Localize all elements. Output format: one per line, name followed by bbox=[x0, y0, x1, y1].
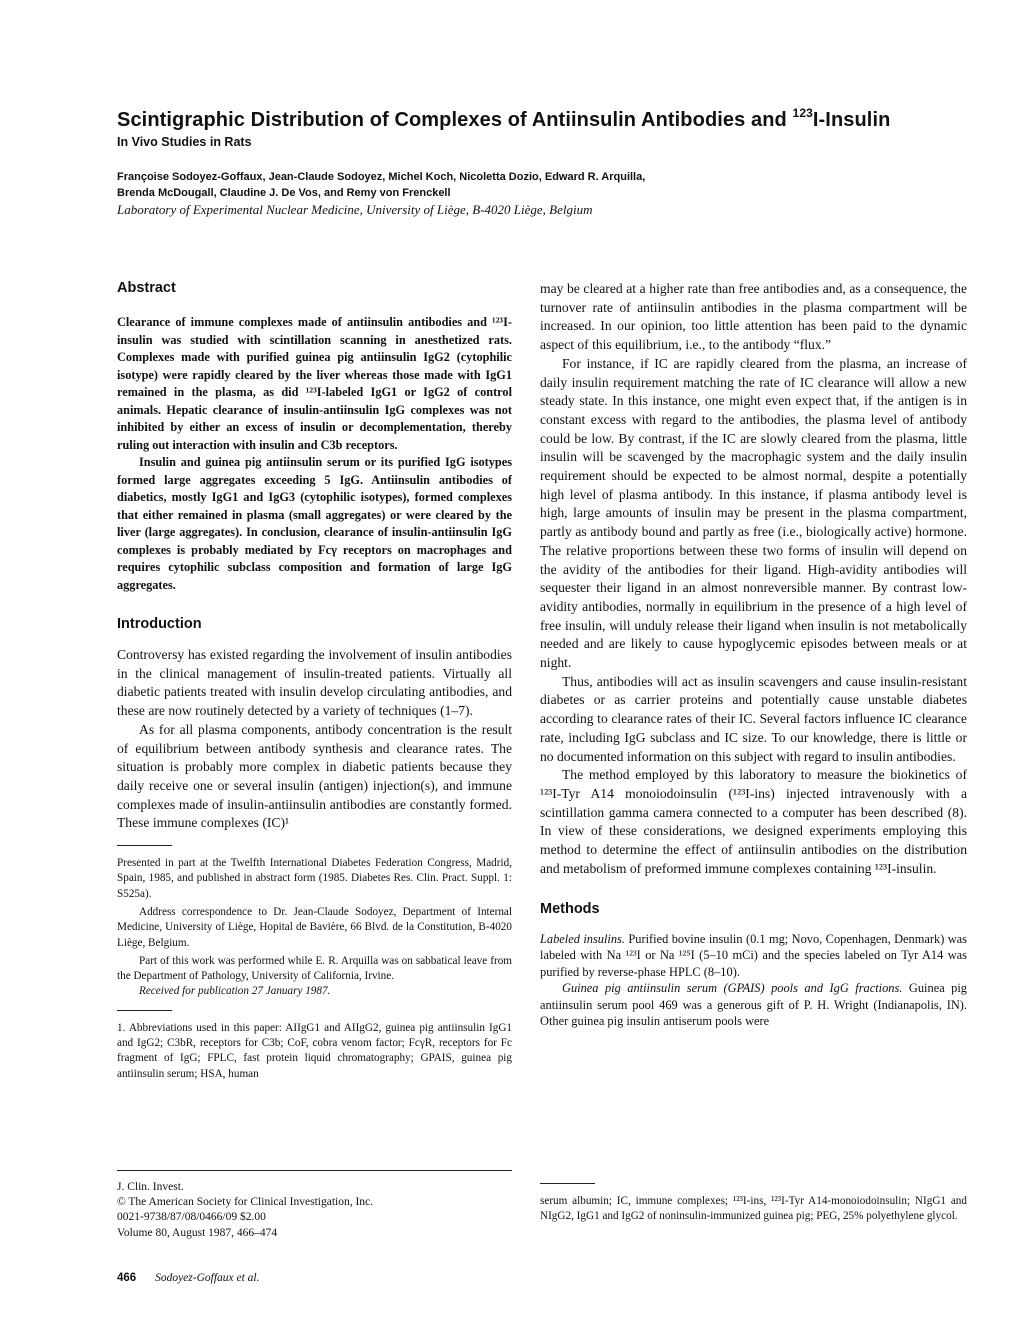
introduction-paragraph-2: As for all plasma components, antibody concentration is the result of equilibrium between antibody synthesis and clearance rates. The situation is probably more complex in diabetic patients because they daily receive one or several insulin (antigen) injection(s), and immune complexes made of insulin-antiinsulin antibodies are constantly formed. These immune complexes (IC)¹ bbox=[117, 721, 512, 831]
footnotes bbox=[117, 856, 512, 1000]
introduction-section bbox=[117, 646, 512, 833]
author-list bbox=[117, 169, 917, 201]
authors-line-2: Brenda McDougall, Claudine J. De Vos, and Remy von Frenckell bbox=[117, 187, 451, 199]
affiliation: Laboratory of Experimental Nuclear Medicine, University of Liège, B-4020 Liège, Belgium bbox=[117, 202, 593, 217]
footnote-sabbatical: Part of this work was performed while E. R. Arquilla was on sabbatical leave from the Department of Pathology, University of California, Irvine. bbox=[117, 954, 512, 983]
methods-label-2: Guinea pig antiinsulin serum (GPAIS) pools and IgG fractions. bbox=[562, 981, 903, 995]
right-footnote-rule bbox=[540, 1183, 595, 1184]
right-body bbox=[540, 280, 967, 879]
page-number: 466 bbox=[117, 1272, 137, 1284]
abstract-section bbox=[117, 314, 512, 594]
abstract-paragraph-1: Clearance of immune complexes made of antiinsulin antibodies and ¹²³I-insulin was studied with scintillation scanning in anesthetized rats. Complexes made with purified guinea pig antiinsulin IgG2 (cytophilic isotype) were rapidly cleared by the liver whereas those made with IgG1 remained in the plasma, as did ¹²³I-labeled IgG1 or IgG2 of control animals. Hepatic clearance of insulin-antiinsulin IgG complexes was not inhibited by either an excess of insulin or decomplementation, thereby ruling out interaction with insulin and C3b receptors. bbox=[117, 315, 512, 452]
article-subtitle: In Vivo Studies in Rats bbox=[117, 135, 252, 149]
journal-copyright: © The American Society for Clinical Investigation, Inc. bbox=[117, 1196, 374, 1209]
methods-text-1: Purified bovine insulin (0.1 mg; Novo, Copenhagen, Denmark) was labeled with Na ¹²³I or Na ¹²⁵I (5–10 mCi) and the species labeled on Tyr A14 was purified by reverse-phase HPLC (8–10). bbox=[540, 931, 968, 979]
methods-section bbox=[540, 931, 967, 1030]
journal-rule-wrap bbox=[117, 1170, 512, 1171]
right-column bbox=[540, 280, 967, 1030]
right-paragraph-4: The method employed by this laboratory to measure the biokinetics of ¹²³I-Tyr A14 monoiodoinsulin (¹²³I-ins) injected intravenously with a scintillation gamma camera connected to a computer has been described (8). In view of these considerations, we designed experiments employing this method to determine the effect of antiinsulin antibodies on the distribution and metabolism of preformed immune complexes containing ¹²³I-insulin. bbox=[540, 767, 967, 876]
journal-rule bbox=[117, 1170, 512, 1171]
abbreviations-right bbox=[540, 1194, 967, 1225]
methods-heading: Methods bbox=[540, 900, 600, 917]
right-paragraph-3: Thus, antibodies will act as insulin scavengers and cause insulin-resistant diabetes or as carrier proteins and potentially cause unstable diabetes according to clearance rates of their IC. Several factors influence IC clearance rate, including IgG subclass and IC size. To our knowledge, there is little or no documented information on this subject with regard to insulin antibodies. bbox=[540, 673, 967, 764]
abstract-paragraph-2: Insulin and guinea pig antiinsulin serum or its purified IgG isotypes formed large aggregates exceeding 5 IgG. Antiinsulin antibodies of diabetics, mostly IgG1 and IgG3 (cytophilic isotypes), formed complexes that either remained in plasma (small aggregates) or were cleared by the liver (large aggregates). In conclusion, clearance of insulin-antiinsulin IgG complexes is probably mediated by Fcγ receptors on macrophages and requires cytophilic subclass composition and formation of large IgG aggregates. bbox=[117, 455, 512, 592]
introduction-paragraph-1: Controversy has existed regarding the involvement of insulin antibodies in the clinical management of insulin-treated patients. Virtually all diabetic patients treated with insulin develop circulating antibodies, and these are now routinely detected by a variety of techniques (1–7). bbox=[117, 647, 512, 719]
journal-info bbox=[117, 1180, 373, 1241]
footnote-address: Address correspondence to Dr. Jean-Claude Sodoyez, Department of Internal Medicine, University of Liège, Hopital de Bavière, 66 Blvd. de la Constitution, B-4020 Liège, Belgium. bbox=[117, 905, 512, 949]
methods-paragraph-1 bbox=[540, 931, 967, 981]
right-footnote bbox=[540, 1183, 967, 1225]
running-head: Sodoyez-Goffaux et al. bbox=[155, 1272, 260, 1284]
left-column bbox=[117, 280, 512, 1082]
footnote-received: Received for publication 27 January 1987. bbox=[139, 985, 331, 998]
title-superscript: 123 bbox=[792, 106, 813, 120]
journal-volume: Volume 80, August 1987, 466–474 bbox=[117, 1226, 278, 1239]
title-main: Scintigraphic Distribution of Complexes of Antiinsulin Antibodies and bbox=[117, 109, 793, 131]
methods-paragraph-2 bbox=[540, 980, 967, 1030]
abbrev-rule bbox=[117, 1010, 172, 1011]
footnote-rule bbox=[117, 845, 172, 846]
page-footer bbox=[117, 1272, 260, 1284]
abstract-heading: Abstract bbox=[117, 280, 176, 296]
title-tail: I-Insulin bbox=[812, 109, 891, 131]
right-paragraph-2: For instance, if IC are rapidly cleared from the plasma, an increase of daily insulin requirement matching the rate of IC clearance will allow a new steady state. In this instance, one might even expect that, if the antigen is in constant excess with regard to the antibodies, the plasma level of antibody could be low. By contrast, if the IC are slowly cleared from the plasma, little insulin will be scavenged by the macrophagic system and the daily insulin requirement should be expected to be almost normal, despite a potentially high level of plasma antibody. In this instance, if plasma antibody level is high, large amounts of insulin may be present in the plasma compartment, partly as antibody bound and partly as free (i.e., biologically active) hormone. The relative proportions between these two forms of insulin will depend on the avidity of the antibodies for their ligand. High-avidity antibodies will sequester their ligand in an almost nonreversible manner. By contrast low-avidity antibodies, normally in equilibrium in the presence of a high level of free insulin, will unduly release their ligand when insulin is not metabolically needed and are likely to cause hypoglycemic episodes between meals or at night. bbox=[540, 355, 967, 671]
journal-name: J. Clin. Invest. bbox=[117, 1181, 184, 1193]
journal-code: 0021-9738/87/08/0466/09 $2.00 bbox=[117, 1211, 266, 1224]
right-paragraph-1: may be cleared at a higher rate than free antibodies and, as a consequence, the turnover rate of antiinsulin antibodies in the plasma compartment will be increased. In our opinion, too little attention has been paid to the dynamic aspect of this equilibrium, i.e., to the antibody “flux.” bbox=[540, 281, 967, 353]
article-title bbox=[117, 106, 977, 132]
abbreviations-text-left: 1. Abbreviations used in this paper: AIIgG1 and AIIgG2, guinea pig antiinsulin IgG1 and IgG2; C3bR, receptors for C3b; CoF, cobra venom factor; FcγR, receptors for Fc fragment of IgG; FPLC, fast protein liquid chromatography; GPAIS, guinea pig antiinsulin serum; HSA, human bbox=[117, 1021, 512, 1080]
methods-text-2: Guinea pig antiinsulin serum pool 469 was a generous gift of P. H. Wright (Indianapolis, IN). Other guinea pig insulin antiserum pools were bbox=[540, 981, 968, 1028]
abbreviations-text-right: serum albumin; IC, immune complexes; ¹²³I-ins, ¹²³I-Tyr A14-monoiodoinsulin; NIgG1 and NIgG2, IgG1 and IgG2 of noninsulin-immunized guinea pig; PEG, 25% polyethylene glycol. bbox=[540, 1195, 967, 1223]
introduction-heading: Introduction bbox=[117, 616, 202, 632]
footnote-presented: Presented in part at the Twelfth International Diabetes Federation Congress, Madrid, Spain, 1985, and published in abstract form (1985. Diabetes Res. Clin. Pract. Suppl. 1: S525a). bbox=[117, 857, 512, 900]
authors-line-1: Françoise Sodoyez-Goffaux, Jean-Claude Sodoyez, Michel Koch, Nicoletta Dozio, Edward R. Arquilla, bbox=[117, 171, 646, 183]
methods-label-1: Labeled insulins. bbox=[540, 931, 625, 946]
abbreviations-left bbox=[117, 1021, 512, 1082]
